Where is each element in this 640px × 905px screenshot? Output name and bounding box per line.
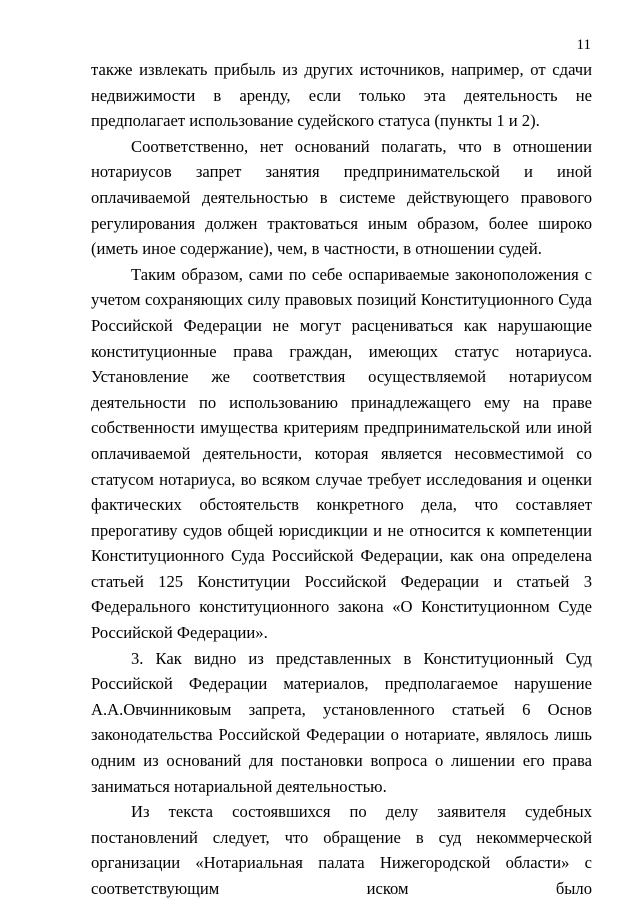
paragraph-1: также извлекать прибыль из других источников, например, от сдачи недвижимости в аренду, если только эта деятельность не предполагает использование судейского статуса (пункты 1 и 2). [91, 60, 592, 131]
paragraph-3: Таким образом, сами по себе оспариваемые законоположения с учетом сохраняющих силу правовых позиций Конституционного Суда Российской Федерации не могут расцениваться как нарушающие конституционные права граждан, имеющих статус нотариуса. Установление же соответствия осуществляемой нотариусом деятельности по использованию принадлежащего ему на праве собственности имущества критериям предпринимательской или иной оплачиваемой деятельности, которая является несовместимой со статусом нотариуса, во всяком случае требует исследования и оценки фактических обстоятельств конкретного дела, что составляет прерогативу судов общей юрисдикции и не относится к компетенции Конституционного Суда Российской Федерации, как она определена статьей 125 Конституции Российской Федерации и статьей 3 Федерального конституционного закона «О Конституционном Суде Российской Федерации». [91, 264, 592, 643]
paragraph-5: Из текста состоявшихся по делу заявителя судебных постановлений следует, что обращение в суд некоммерческой организации «Нотариальная палата Нижегородской области» с соответствующим иском было [91, 802, 592, 898]
page-number: 11 [576, 37, 591, 53]
paragraph-4: 3. Как видно из представленных в Конституционный Суд Российской Федерации материалов, предполагаемое нарушение А.А.Овчинниковым запрета, установленного статьей 6 Основ законодательства Российской Федерации о нотариате, являлось лишь одним из оснований для постановки вопроса о лишении его права заниматься нотариальной деятельностью. [91, 648, 592, 796]
document-body [91, 57, 592, 902]
paragraph-2: Соответственно, нет оснований полагать, что в отношении нотариусов запрет занятия предпринимательской и иной оплачиваемой деятельностью в системе действующего правового регулирования должен трактоваться иным образом, более широко (иметь иное содержание), чем, в частности, в отношении судей. [91, 136, 592, 259]
